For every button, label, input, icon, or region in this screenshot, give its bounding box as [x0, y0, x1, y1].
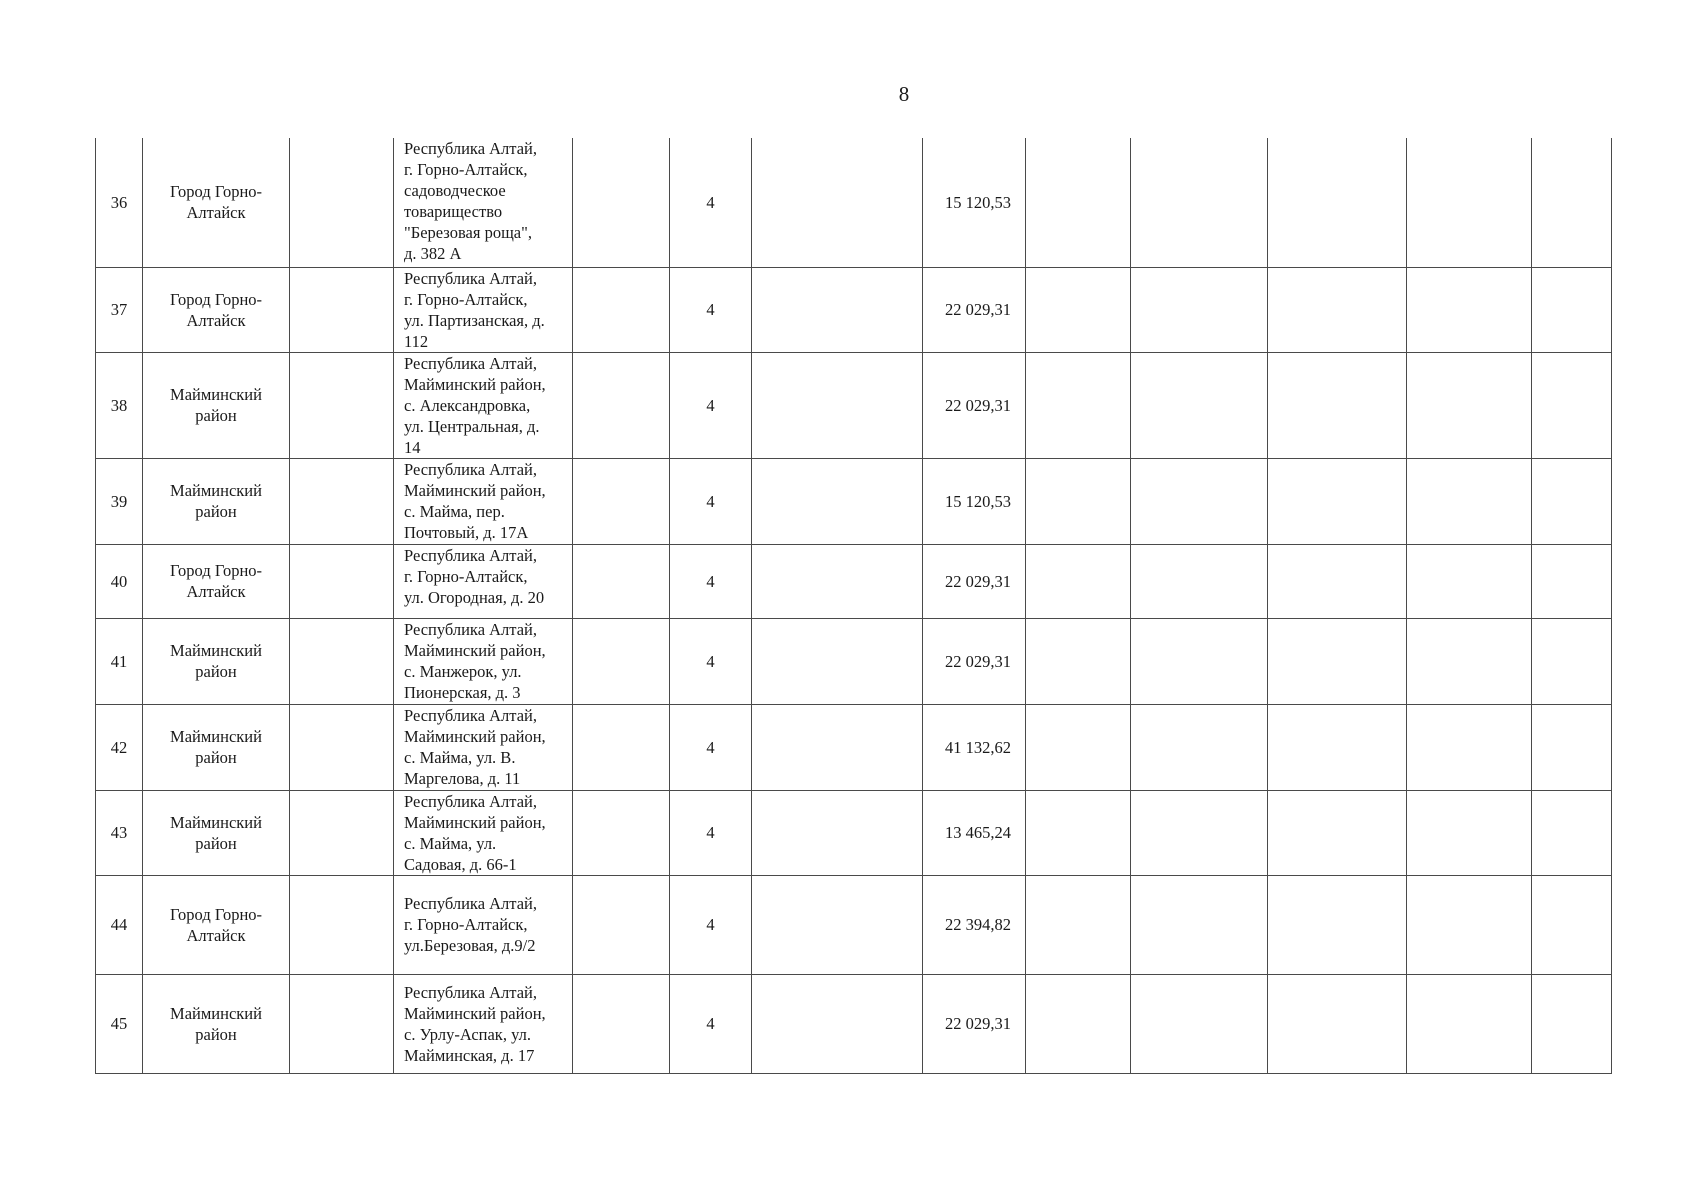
empty-cell: [1407, 458, 1532, 544]
floors-cell-text: 4: [706, 737, 715, 757]
area-cell: [923, 544, 1026, 618]
municipality-cell-text: Город Горно- Алтайск: [169, 289, 263, 330]
floors-cell: [670, 875, 752, 974]
empty-cell: [573, 267, 670, 352]
empty-cell: [290, 544, 394, 618]
empty-cell: [290, 458, 394, 544]
housing-registry-table: [95, 138, 1612, 1074]
row-number-cell-text: 42: [110, 737, 128, 757]
empty-cell: [1026, 458, 1131, 544]
floors-cell-text: 4: [706, 300, 715, 319]
empty-cell: [1532, 875, 1612, 974]
floors-cell-text: 4: [706, 192, 715, 212]
table-row: [96, 352, 1612, 458]
empty-cell: [752, 704, 923, 790]
empty-cell: [1131, 544, 1268, 618]
floors-cell-text: 4: [706, 571, 715, 591]
empty-cell: [1407, 267, 1532, 352]
empty-cell: [1131, 974, 1268, 1073]
row-number-cell-text: 45: [110, 1014, 128, 1033]
area-cell: [923, 875, 1026, 974]
floors-cell: [670, 267, 752, 352]
empty-cell: [1407, 790, 1532, 875]
floors-cell-text: 4: [706, 823, 715, 842]
floors-cell-text: 4: [706, 1014, 715, 1033]
area-cell-text: 15 120,53: [945, 192, 1011, 212]
municipality-cell: [143, 138, 290, 267]
table-row: [96, 138, 1612, 267]
table-row: [96, 704, 1612, 790]
floors-cell: [670, 352, 752, 458]
row-number-cell: [96, 618, 143, 704]
empty-cell: [290, 267, 394, 352]
address-cell: [394, 458, 573, 544]
empty-cell: [1026, 544, 1131, 618]
empty-cell: [1407, 875, 1532, 974]
area-cell-text: 22 029,31: [945, 1014, 1011, 1033]
table-row: [96, 790, 1612, 875]
area-cell: [923, 352, 1026, 458]
empty-cell: [573, 544, 670, 618]
municipality-cell-text: Город Горно- Алтайск: [169, 561, 263, 601]
empty-cell: [1131, 618, 1268, 704]
municipality-cell: [143, 267, 290, 352]
address-cell: [394, 138, 573, 267]
empty-cell: [1407, 618, 1532, 704]
empty-cell: [290, 138, 394, 267]
empty-cell: [1026, 267, 1131, 352]
empty-cell: [573, 790, 670, 875]
address-cell: [394, 618, 573, 704]
empty-cell: [573, 458, 670, 544]
municipality-cell-text: Майминский район: [170, 385, 262, 425]
row-number-cell-text: 44: [110, 915, 128, 934]
area-cell-text: 15 120,53: [945, 491, 1011, 511]
row-number-cell: [96, 544, 143, 618]
empty-cell: [1407, 974, 1532, 1073]
empty-cell: [752, 544, 923, 618]
area-cell-text: 22 029,31: [945, 395, 1011, 415]
area-cell: [923, 138, 1026, 267]
empty-cell: [1131, 458, 1268, 544]
municipality-cell: [143, 544, 290, 618]
municipality-cell: [143, 974, 290, 1073]
municipality-cell-text: Город Горно- Алтайск: [169, 182, 263, 223]
empty-cell: [752, 458, 923, 544]
address-cell-text: Республика Алтай, Майминский район, с. Манжерок, ул. Пионерская, д. 3: [404, 619, 546, 702]
empty-cell: [752, 352, 923, 458]
empty-cell: [1268, 544, 1407, 618]
address-cell-text: Республика Алтай, Майминский район, с. Майма, пер. Почтовый, д. 17А: [404, 459, 546, 542]
empty-cell: [1026, 352, 1131, 458]
row-number-cell: [96, 704, 143, 790]
row-number-cell: [96, 138, 143, 267]
empty-cell: [1532, 790, 1612, 875]
empty-cell: [1532, 544, 1612, 618]
area-cell-text: 13 465,24: [945, 823, 1011, 842]
area-cell: [923, 267, 1026, 352]
empty-cell: [1532, 974, 1612, 1073]
empty-cell: [1026, 138, 1131, 267]
table-row: [96, 974, 1612, 1073]
empty-cell: [290, 974, 394, 1073]
empty-cell: [290, 618, 394, 704]
empty-cell: [752, 267, 923, 352]
address-cell-text: Республика Алтай, г. Горно-Алтайск, ул.Березовая, д.9/2: [404, 894, 537, 955]
empty-cell: [1268, 704, 1407, 790]
address-cell: [394, 790, 573, 875]
address-cell-text: Республика Алтай, г. Горно-Алтайск, ул. Огородная, д. 20: [404, 545, 545, 607]
row-number-cell: [96, 352, 143, 458]
floors-cell-text: 4: [706, 651, 715, 671]
area-cell-text: 22 029,31: [945, 571, 1011, 591]
empty-cell: [1131, 875, 1268, 974]
empty-cell: [573, 352, 670, 458]
row-number-cell-text: 37: [110, 300, 128, 319]
empty-cell: [1026, 790, 1131, 875]
empty-cell: [1268, 458, 1407, 544]
address-cell-text: Республика Алтай, Майминский район, с. Майма, ул. В. Маргелова, д. 11: [404, 705, 546, 788]
empty-cell: [1131, 138, 1268, 267]
municipality-cell: [143, 875, 290, 974]
floors-cell: [670, 544, 752, 618]
empty-cell: [1268, 618, 1407, 704]
row-number-cell: [96, 458, 143, 544]
empty-cell: [1532, 704, 1612, 790]
empty-cell: [1026, 974, 1131, 1073]
empty-cell: [1407, 544, 1532, 618]
row-number-cell: [96, 267, 143, 352]
row-number-cell-text: 36: [110, 192, 128, 212]
empty-cell: [1131, 790, 1268, 875]
empty-cell: [1268, 138, 1407, 267]
municipality-cell-text: Майминский район: [170, 727, 262, 767]
empty-cell: [1268, 267, 1407, 352]
empty-cell: [1268, 875, 1407, 974]
empty-cell: [290, 352, 394, 458]
empty-cell: [573, 875, 670, 974]
empty-cell: [573, 618, 670, 704]
municipality-cell: [143, 704, 290, 790]
address-cell: [394, 704, 573, 790]
floors-cell: [670, 974, 752, 1073]
address-cell-text: Республика Алтай, Майминский район, с. Урлу-Аспак, ул. Майминская, д. 17: [404, 982, 546, 1065]
empty-cell: [573, 138, 670, 267]
empty-cell: [1131, 352, 1268, 458]
empty-cell: [752, 618, 923, 704]
empty-cell: [1268, 352, 1407, 458]
empty-cell: [752, 875, 923, 974]
table-row: [96, 458, 1612, 544]
row-number-cell: [96, 875, 143, 974]
empty-cell: [290, 704, 394, 790]
municipality-cell-text: Город Горно- Алтайск: [169, 904, 263, 945]
floors-cell: [670, 458, 752, 544]
floors-cell-text: 4: [706, 395, 715, 415]
municipality-cell: [143, 458, 290, 544]
municipality-cell: [143, 790, 290, 875]
address-cell-text: Республика Алтай, Майминский район, с. Александровка, ул. Центральная, д. 14: [404, 353, 546, 457]
row-number-cell-text: 43: [110, 823, 128, 842]
area-cell-text: 22 029,31: [945, 651, 1011, 671]
row-number-cell-text: 40: [110, 571, 128, 591]
empty-cell: [1407, 352, 1532, 458]
floors-cell: [670, 704, 752, 790]
empty-cell: [1131, 267, 1268, 352]
empty-cell: [1026, 618, 1131, 704]
empty-cell: [1532, 618, 1612, 704]
empty-cell: [752, 974, 923, 1073]
address-cell-text: Республика Алтай, г. Горно-Алтайск, садоводческое товарищество "Березовая роща", д. 382 А: [404, 139, 537, 263]
empty-cell: [1407, 138, 1532, 267]
floors-cell: [670, 618, 752, 704]
area-cell: [923, 704, 1026, 790]
empty-cell: [573, 704, 670, 790]
row-number-cell: [96, 790, 143, 875]
empty-cell: [1131, 704, 1268, 790]
municipality-cell-text: Майминский район: [170, 481, 262, 521]
empty-cell: [1026, 704, 1131, 790]
address-cell-text: Республика Алтай, Майминский район, с. Майма, ул. Садовая, д. 66-1: [404, 791, 546, 874]
empty-cell: [1026, 875, 1131, 974]
area-cell-text: 22 394,82: [945, 915, 1011, 934]
address-cell: [394, 875, 573, 974]
area-cell: [923, 974, 1026, 1073]
municipality-cell-text: Майминский район: [170, 812, 262, 853]
empty-cell: [290, 790, 394, 875]
empty-cell: [752, 138, 923, 267]
area-cell-text: 41 132,62: [945, 737, 1011, 757]
row-number-cell-text: 41: [110, 651, 128, 671]
empty-cell: [1532, 458, 1612, 544]
floors-cell: [670, 790, 752, 875]
empty-cell: [1407, 704, 1532, 790]
address-cell: [394, 544, 573, 618]
page-number: 8: [898, 82, 910, 106]
empty-cell: [573, 974, 670, 1073]
area-cell: [923, 790, 1026, 875]
address-cell-text: Республика Алтай, г. Горно-Алтайск, ул. Партизанская, д. 112: [404, 268, 545, 351]
table-row: [96, 544, 1612, 618]
area-cell-text: 22 029,31: [945, 300, 1011, 319]
row-number-cell: [96, 974, 143, 1073]
municipality-cell: [143, 352, 290, 458]
empty-cell: [1268, 974, 1407, 1073]
empty-cell: [290, 875, 394, 974]
empty-cell: [1268, 790, 1407, 875]
floors-cell-text: 4: [706, 915, 715, 934]
row-number-cell-text: 39: [110, 491, 128, 511]
table-row: [96, 267, 1612, 352]
floors-cell-text: 4: [706, 491, 715, 511]
municipality-cell-text: Майминский район: [170, 641, 262, 681]
empty-cell: [1532, 138, 1612, 267]
municipality-cell-text: Майминский район: [170, 1003, 262, 1044]
table-row: [96, 618, 1612, 704]
address-cell: [394, 974, 573, 1073]
table-row: [96, 875, 1612, 974]
area-cell: [923, 618, 1026, 704]
floors-cell: [670, 138, 752, 267]
row-number-cell-text: 38: [110, 395, 128, 415]
empty-cell: [1532, 267, 1612, 352]
address-cell: [394, 352, 573, 458]
address-cell: [394, 267, 573, 352]
municipality-cell: [143, 618, 290, 704]
area-cell: [923, 458, 1026, 544]
empty-cell: [752, 790, 923, 875]
empty-cell: [1532, 352, 1612, 458]
